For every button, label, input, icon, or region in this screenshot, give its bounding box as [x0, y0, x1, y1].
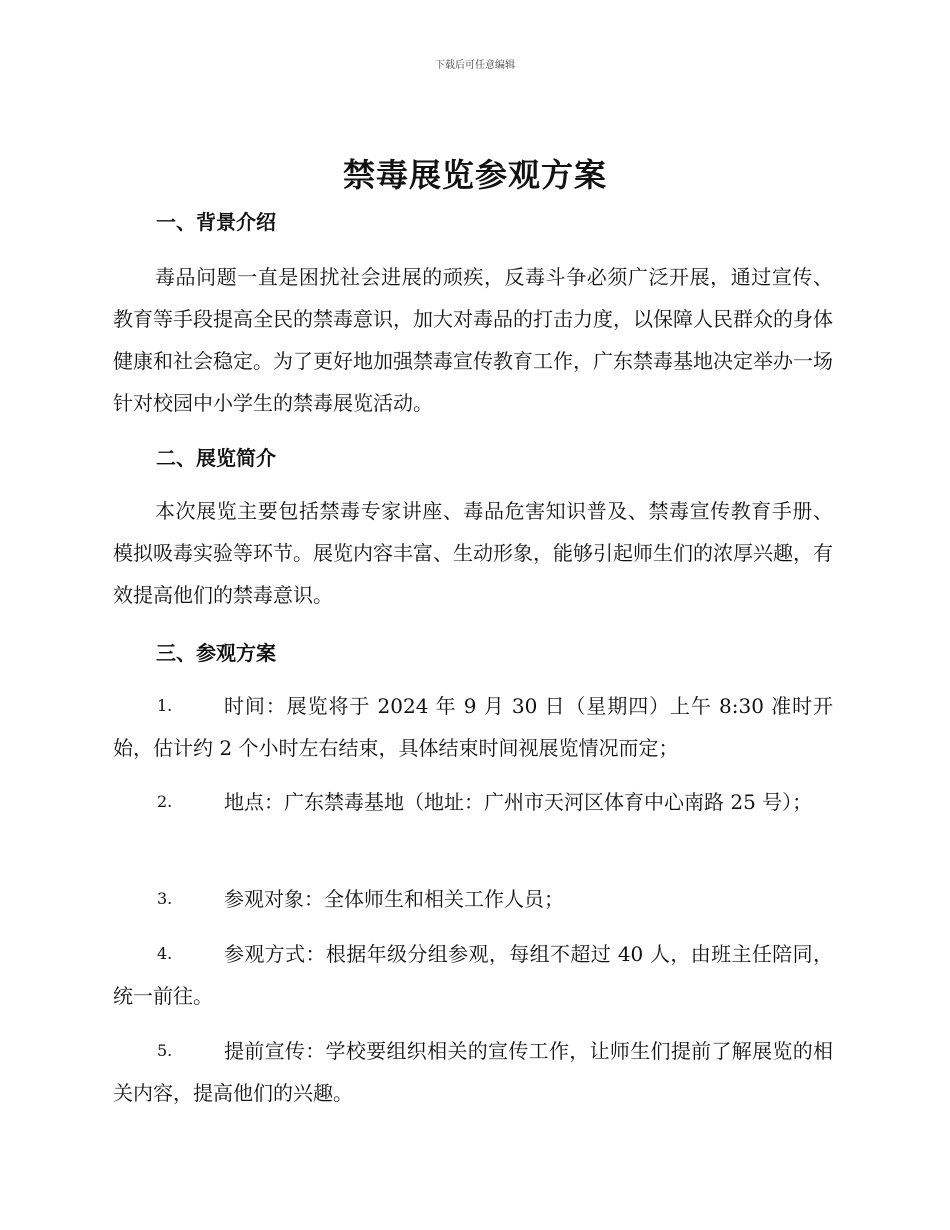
- list-item: [113, 933, 833, 1017]
- header-note: 下载后可任意编辑: [435, 60, 515, 71]
- list-item: [113, 781, 833, 823]
- list-item: [113, 1030, 833, 1114]
- document-title: 禁毒展览参观方案: [342, 156, 607, 194]
- list-item-text: 提前宣传：学校要组织相关的宣传工作，让师生们提前了解展览的相关内容，提高他们的兴趣。: [113, 1039, 833, 1105]
- list-item: [113, 878, 833, 920]
- paragraph-background: 毒品问题一直是困扰社会进展的顽疾，反毒斗争必须广泛开展，通过宣传、教育等手段提高全民的禁毒意识，加大对毒品的打击力度，以保障人民群众的身体健康和社会稳定。为了更好地加强禁毒宣传教育工作，广东禁毒基地决定举办一场针对校园中小学生的禁毒展览活动。: [113, 265, 833, 415]
- list-item: [113, 685, 833, 769]
- list-item-number: 3.: [157, 889, 173, 908]
- list-item-number: 2.: [157, 792, 173, 811]
- list-item-text: 时间：展览将于 2024 年 9 月 30 日（星期四）上午 8:30 准时开始，估计约 2 个小时左右结束，具体结束时间视展览情况而定；: [113, 694, 833, 760]
- list-item-text: 参观方式：根据年级分组参观，每组不超过 40 人，由班主任陪同，统一前往。: [113, 942, 833, 1008]
- list-item-number: 1.: [157, 696, 173, 715]
- section-heading-background: 一、背景介绍: [156, 210, 276, 234]
- list-item-number: 4.: [157, 944, 173, 963]
- list-item-number: 5.: [157, 1041, 173, 1060]
- list-item-text: 地点：广东禁毒基地（地址：广州市天河区体育中心南路 25 号）；: [224, 790, 813, 814]
- section-heading-visit-plan: 三、参观方案: [156, 641, 276, 665]
- section-heading-exhibition-intro: 二、展览简介: [156, 446, 276, 470]
- paragraph-exhibition-intro: 本次展览主要包括禁毒专家讲座、毒品危害知识普及、禁毒宣传教育手册、模拟吸毒实验等环节。展览内容丰富、生动形象，能够引起师生们的浓厚兴趣，有效提高他们的禁毒意识。: [113, 499, 833, 607]
- list-item-text: 参观对象：全体师生和相关工作人员；: [224, 887, 564, 911]
